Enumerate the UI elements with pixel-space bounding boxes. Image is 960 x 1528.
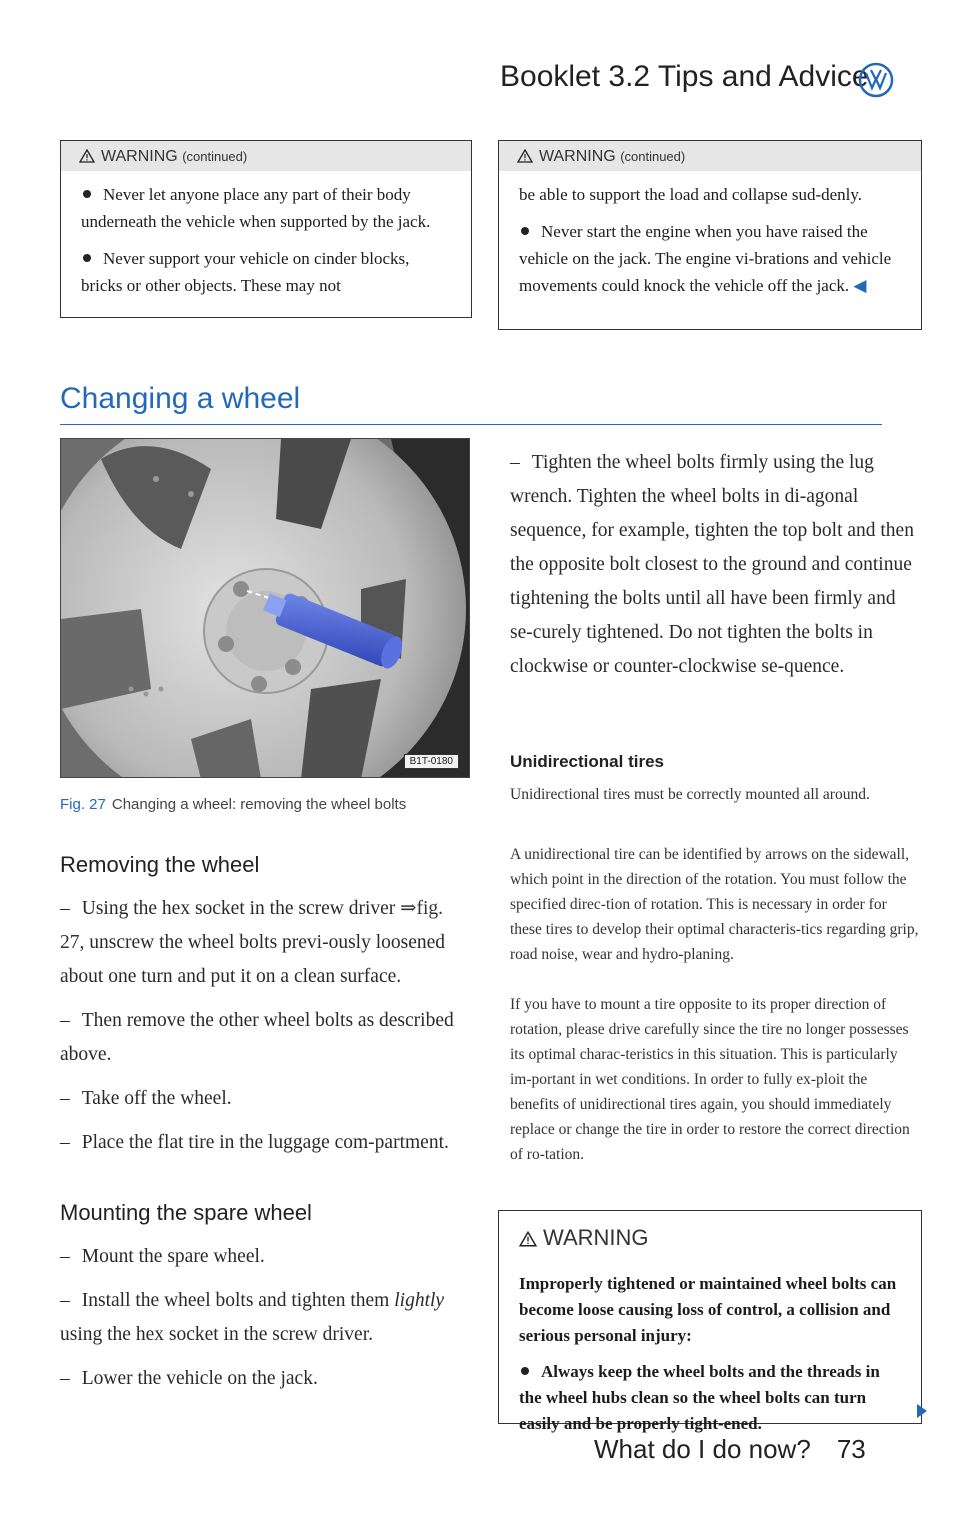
warning-label: WARNING xyxy=(101,148,178,165)
warning-header xyxy=(499,141,921,171)
warning-label: WARNING xyxy=(543,1225,649,1250)
figure-reference-link[interactable]: ⇒fig. 27, xyxy=(60,898,444,953)
warning-bullet: Never start the engine when you have raised the vehicle on the jack. The engine vi-brations and vehicle movements could knock the vehicle off the jack. ◀ xyxy=(519,222,892,295)
heading-unidirectional: Unidirectional tires xyxy=(510,752,664,771)
step-item: – Place the flat tire in the luggage com-partment. xyxy=(60,1132,449,1153)
heading-removing-wheel: Removing the wheel xyxy=(60,852,260,877)
figure-caption-text: Changing a wheel: removing the wheel bolts xyxy=(111,796,407,813)
page-header-title: Booklet 3.2 Tips and Advice xyxy=(500,60,869,93)
warning-continued: (continued) xyxy=(182,149,248,164)
step-item: – Using the hex socket in the screw driver ⇒fig. 27, unscrew the wheel bolts previ-ously loosened about one turn and put it on a clean surface. xyxy=(60,898,446,987)
uni-paragraph-1: Unidirectional tires must be correctly mounted all around. xyxy=(510,786,870,803)
figure-caption-label: Fig. 27 xyxy=(60,796,106,813)
figure-wheel-image xyxy=(60,438,470,778)
figure-code: B1T-0180 xyxy=(404,754,459,769)
warning-continued: (continued) xyxy=(620,149,686,164)
tighten-step: – Tighten the wheel bolts firmly using the lug wrench. Tighten the wheel bolts in di-agonal sequence, for example, tighten the top bolt and then the opposite bolt closest to the ground and continue tightening the bolts until all have been firmly and se-curely tightened. Do not tighten the bolts in clockwise or counter-clockwise se-quence. xyxy=(510,452,914,677)
page-number: 73 xyxy=(836,1434,866,1464)
warning-body xyxy=(61,171,471,315)
warning-body xyxy=(499,171,921,315)
step-item: – Then remove the other wheel bolts as described above. xyxy=(60,1010,454,1065)
page-footer xyxy=(594,1434,866,1465)
section-title: Changing a wheel xyxy=(60,382,301,415)
step-item: – Mount the spare wheel. xyxy=(60,1246,265,1267)
warning-label: WARNING xyxy=(539,148,616,165)
warning-box-left xyxy=(60,140,472,318)
warning-triangle-icon xyxy=(519,1231,537,1247)
continue-arrow-icon xyxy=(917,1404,927,1418)
removing-steps xyxy=(60,892,472,1160)
warning-box-right xyxy=(498,140,922,330)
warning-bullet: Never support your vehicle on cinder blocks, bricks or other objects. These may not xyxy=(81,249,410,295)
warning-bullet: Always keep the wheel bolts and the threads in the wheel hubs clean so the wheel bolts can turn easily and be properly tight-ened. xyxy=(519,1362,880,1433)
warning-body xyxy=(499,1261,921,1453)
uni-paragraph-2: A unidirectional tire can be identified by arrows on the sidewall, which point in the direction of the rotation. You must follow the specified direc-tion of rotation. This is necessary in order for these tires to develop their optimal characteris-tics regarding grip, road noise, wear and hydro-planing. xyxy=(510,846,919,963)
heading-mounting-spare: Mounting the spare wheel xyxy=(60,1200,312,1225)
step-item: – Lower the vehicle on the jack. xyxy=(60,1368,318,1389)
step-item: – Take off the wheel. xyxy=(60,1088,232,1109)
end-marker-icon: ◀ xyxy=(853,276,867,295)
vw-logo-icon xyxy=(858,62,894,98)
figure-caption xyxy=(60,794,460,816)
warning-triangle-icon xyxy=(79,149,95,163)
footer-chapter: What do I do now? xyxy=(594,1434,811,1464)
warning-header xyxy=(61,141,471,171)
warning-box-bottom xyxy=(498,1210,922,1433)
warning-lead: be able to support the load and collapse sud-denly. xyxy=(519,185,863,204)
uni-paragraph-3: If you have to mount a tire opposite to its proper direction of rotation, please drive carefully since the tire no longer possesses its optimal charac-teristics in this situation. This is particularly im-portant in wet conditions. In order to fully ex-ploit the benefits of unidirectional tires again, you should immediately replace or change the tire in order to restore the correct direction of ro-tation. xyxy=(510,996,910,1163)
section-rule xyxy=(60,424,882,425)
step-item: – Install the wheel bolts and tighten them lightly using the hex socket in the screw driver. xyxy=(60,1290,445,1345)
warning-triangle-icon xyxy=(517,149,533,163)
wheel-illustration xyxy=(61,439,470,778)
warning-header xyxy=(499,1211,921,1261)
warning-bullet: Never let anyone place any part of their body underneath the vehicle when supported by the jack. xyxy=(81,185,431,231)
mounting-steps xyxy=(60,1240,472,1396)
warning-lead: Improperly tightened or maintained wheel bolts can become loose causing loss of control, a collision and serious personal injury: xyxy=(519,1274,897,1345)
